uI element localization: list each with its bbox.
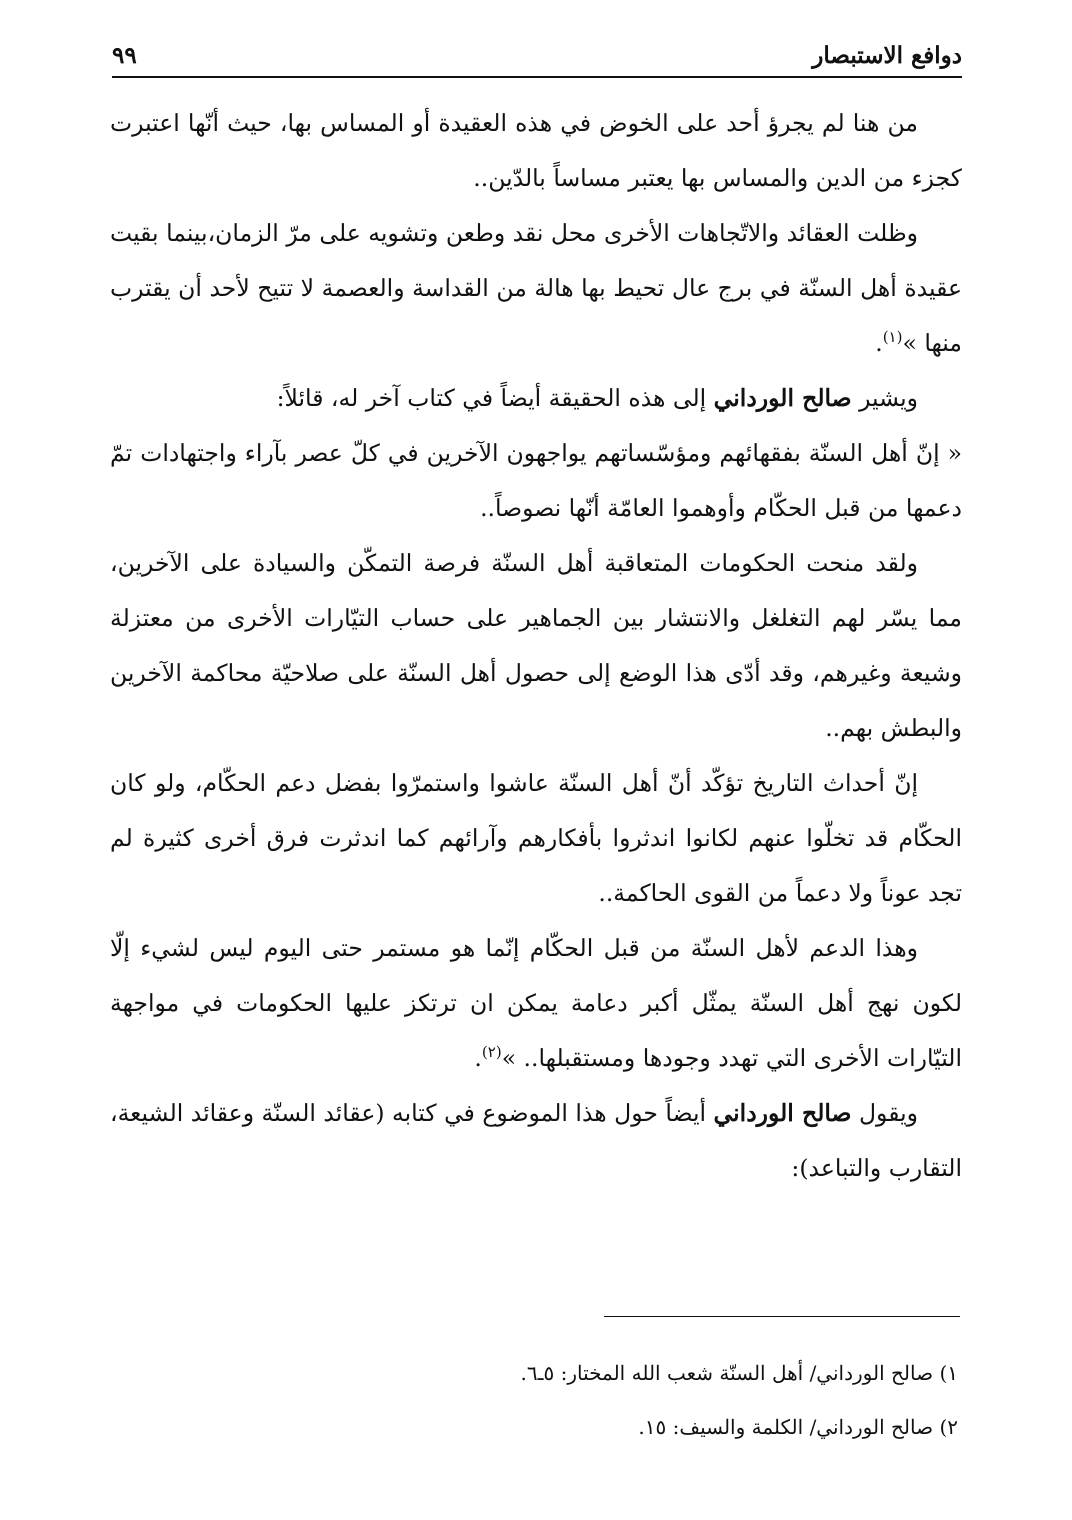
paragraph-8 [110,1086,962,1196]
paragraph-2-text: وظلت العقائد والاتّجاهات الأخرى محل نقد وطعن وتشويه على مرّ الزمان،بينما بقيت عقيدة أهل السنّة في برج عال تحيط بها هالة من القداسة والعصمة لا تتيح لأحد أن يقترب منها » [110,219,962,357]
quote-paragraph-4-text: وهذا الدعم لأهل السنّة من قبل الحكّام إنّما هو مستمر حتى اليوم ليس لشيء إلّا لكون نهج أهل السنّة يمثّل أكبر دعامة يمكن ان ترتكز عليها الحكومات في مواجهة التيّارات الأخرى التي تهدد وجودها ومستقبلها.. » [110,934,962,1072]
quote-paragraph-4-end: . [474,1044,482,1072]
footnote-1: ١) صالح الورداني/ أهل السنّة شعب الله المختار: ٥ـ٦. [520,1361,958,1385]
page-number: ٩٩ [112,42,137,69]
body-text [110,96,962,1196]
quote-paragraph-2: ولقد منحت الحكومات المتعاقبة أهل السنّة فرصة التمكّن والسيادة على الآخرين، مما يسّر لهم التغلغل والانتشار بين الجماهير على حساب التيّارات الأخرى من معتزلة وشيعة وغيرهم، وقد أدّى هذا الوضع إلى حصول أهل السنّة على صلاحيّة محاكمة الآخرين والبطش بهم.. [110,549,962,742]
header-rule [112,76,962,78]
paragraph-8-rest: أيضاً حول هذا الموضوع في كتابه (عقائد السنّة وعقائد الشيعة، التقارب والتباعد): [110,1099,962,1182]
quote-paragraph-1: « إنّ أهل السنّة بفقهائهم ومؤسّساتهم يواجهون الآخرين في كلّ عصر بآراء واجتهادات تمّ دعمها من قبل الحكّام وأوهموا العامّة أنّها نصوصاً.. [110,439,962,522]
paragraph-3 [110,371,962,426]
running-title: دوافع الاستبصار [812,42,962,69]
running-header [112,36,962,74]
paragraph-3-rest: إلى هذه الحقيقة أيضاً في كتاب آخر له، قائلاً: [276,384,714,412]
paragraph-2 [110,206,962,371]
paragraph-3-lead: ويشير [851,384,918,412]
quote-paragraph-3: إنّ أحداث التاريخ تؤكّد أنّ أهل السنّة عاشوا واستمرّوا بفضل دعم الحكّام، ولو كان الحكّام قد تخلّوا عنهم لكانوا اندثروا بأفكارهم وآرائهم كما اندثرت فرق أخرى كثيرة لم تجد عوناً ولا دعماً من القوى الحاكمة.. [110,769,962,907]
paragraph-1: من هنا لم يجرؤ أحد على الخوض في هذه العقيدة أو المساس بها، حيث أنّها اعتبرت كجزء من الدين والمساس بها يعتبر مساساً بالدّين.. [110,109,962,192]
footnote-ref-1: (١) [882,328,903,347]
footnotes [110,1346,962,1454]
paragraph-2-end: . [875,329,883,357]
paragraph-8-lead: ويقول [851,1099,918,1127]
footnote-ref-2: (٢) [481,1043,502,1062]
footnote-rule [604,1316,960,1317]
author-name: صالح الورداني [713,384,852,412]
footnote-2: ٢) صالح الورداني/ الكلمة والسيف: ١٥. [638,1415,958,1439]
quote-paragraph-4 [110,921,962,1086]
author-name-2: صالح الورداني [713,1099,852,1127]
